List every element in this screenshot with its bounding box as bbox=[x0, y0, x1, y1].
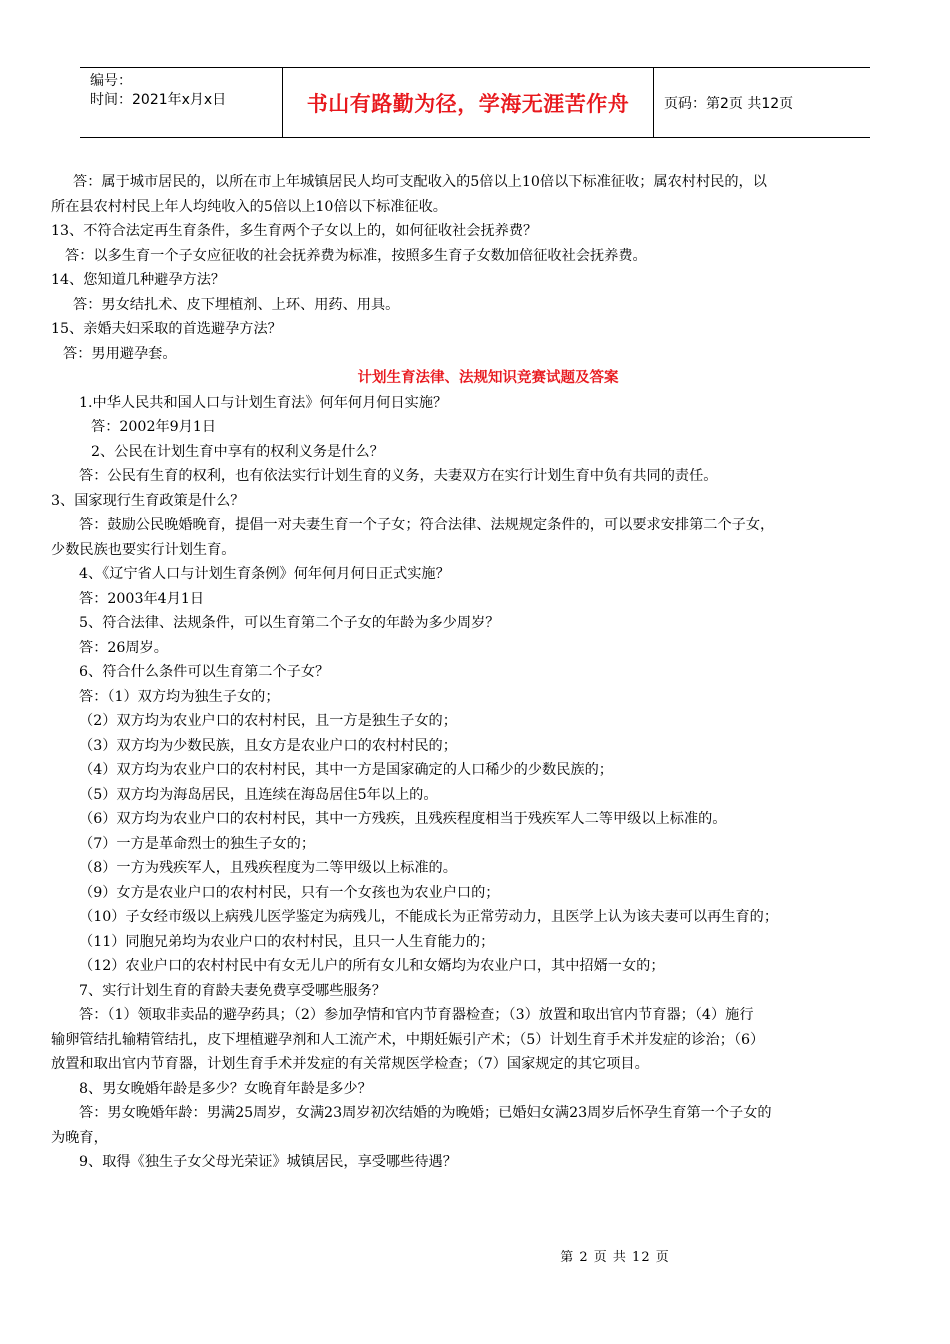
body-line: 答：鼓励公民晚婚晚育，提倡一对夫妻生育一个子女；符合法律、法规规定条件的，可以要求安排第二个子女， bbox=[79, 517, 775, 533]
document-body bbox=[51, 170, 911, 1175]
body-line: 答：2003年4月1日 bbox=[79, 590, 205, 607]
body-line: （4）双方均为农业户口的农村村民，其中一方是国家确定的人口稀少的少数民族的； bbox=[79, 762, 613, 778]
body-line: （2）双方均为农业户口的农村村民，且一方是独生子女的； bbox=[79, 713, 457, 729]
header-page-info: 页码：第2页 共12页 bbox=[664, 95, 794, 112]
body-line: 15、亲婚夫妇采取的首选避孕方法？ bbox=[51, 321, 282, 337]
body-line: 少数民族也要实行计划生育。 bbox=[51, 541, 236, 558]
body-line: 答：男女结扎术、皮下埋植剂、上环、用药、用具。 bbox=[73, 296, 400, 313]
body-line: （8）一方为残疾军人，且残疾程度为二等甲级以上标准的。 bbox=[79, 860, 457, 876]
body-line: 8、男女晚婚年龄是多少？女晚育年龄是多少？ bbox=[79, 1080, 372, 1097]
document-date: 时间：2021年x月x日 bbox=[90, 92, 227, 108]
body-line: 3、国家现行生育政策是什么？ bbox=[51, 492, 245, 509]
body-line: 4、《辽宁省人口与计划生育条例》何年何月何日正式实施？ bbox=[79, 566, 450, 582]
body-line: 答：属于城市居民的，以所在市上年城镇居民人均可支配收入的5倍以上10倍以下标准征收；属农村村民的，以 bbox=[73, 174, 767, 190]
body-line: （7）一方是革命烈士的独生子女的； bbox=[79, 835, 316, 852]
body-line: 答：男用避孕套。 bbox=[63, 345, 177, 362]
body-line: 7、实行计划生育的育龄夫妻免费享受哪些服务？ bbox=[79, 982, 386, 999]
body-line: （9）女方是农业户口的农村村民，只有一个女孩也为农业户口的； bbox=[79, 884, 500, 901]
body-line: （5）双方均为海岛居民，且连续在海岛居住5年以上的。 bbox=[79, 786, 438, 803]
body-line: 14、您知道几种避孕方法？ bbox=[51, 272, 226, 288]
body-line: 答：26周岁。 bbox=[79, 639, 168, 656]
body-line: 9、取得《独生子女父母光荣证》城镇居民，享受哪些待遇？ bbox=[79, 1154, 457, 1170]
body-line: （6）双方均为农业户口的农村村民，其中一方残疾，且残疾程度相当于残疾军人二等甲级以上标准的。 bbox=[79, 811, 727, 827]
document-number-label: 编号： bbox=[90, 73, 132, 89]
body-line: 答：（1）领取非卖品的避孕药具；（2）参加孕情和官内节育器检查；（3）放置和取出官内节育器；（4）施行 bbox=[79, 1007, 754, 1023]
section-title: 计划生育法律、法规知识竞赛试题及答案 bbox=[357, 369, 619, 386]
header-meta bbox=[80, 68, 283, 137]
page-header bbox=[80, 67, 870, 138]
body-line: 答：公民有生育的权利，也有依法实行计划生育的义务，夫妻双方在实行计划生育中负有共同的责任。 bbox=[79, 468, 718, 484]
header-motto: 书山有路勤为径，学海无涯苦作舟 bbox=[283, 68, 654, 137]
body-line: 所在县农村村民上年人均纯收入的5倍以上10倍以下标准征收。 bbox=[51, 198, 447, 215]
body-line: 答：2002年9月1日 bbox=[91, 419, 217, 435]
body-line: 答：（1）双方均为独生子女的； bbox=[79, 688, 280, 705]
body-line: 答：以多生育一个子女应征收的社会抚养费为标准，按照多生育子女数加倍征收社会抚养费。 bbox=[65, 247, 647, 264]
body-line: （10）子女经市级以上病残儿医学鉴定为病残儿，不能成长为正常劳动力，且医学上认为该夫妻可以再生育的； bbox=[79, 909, 779, 925]
body-line: 5、符合法律、法规条件，可以生育第二个子女的年龄为多少周岁？ bbox=[79, 615, 500, 631]
body-line: 13、不符合法定再生育条件，多生育两个子女以上的，如何征收社会抚养费？ bbox=[51, 223, 538, 239]
body-line: 答：男女晚婚年龄：男满25周岁，女满23周岁初次结婚的为晚婚；已婚妇女满23周岁后怀孕生育第一个子女的 bbox=[79, 1105, 772, 1121]
body-line: 6、符合什么条件可以生育第二个子女？ bbox=[79, 664, 330, 680]
body-line: 1.中华人民共和国人口与计划生育法》何年何月何日实施？ bbox=[79, 394, 448, 411]
body-line: 2、公民在计划生育中享有的权利义务是什么？ bbox=[91, 443, 384, 460]
body-line: （3）双方均为少数民族，且女方是农业户口的农村村民的； bbox=[79, 737, 457, 754]
body-line: 输卵管结扎输精管结扎，皮下埋植避孕剂和人工流产术，中期妊娠引产术；（5）计划生育手术并发症的诊治；（6） bbox=[51, 1031, 765, 1048]
page-footer: 第 2 页 共 12 页 bbox=[560, 1250, 670, 1265]
body-line: 为晚育， bbox=[51, 1129, 108, 1146]
body-line: （12）农业户口的农村村民中有女无儿户的所有女儿和女婿均为农业户口，其中招婿一女的； bbox=[79, 958, 665, 974]
body-line: 放置和取出官内节育器，计划生育手术并发症的有关常规医学检查；（7）国家规定的其它项目。 bbox=[51, 1056, 649, 1072]
body-line: （11）同胞兄弟均为农业户口的农村村民，且只一人生育能力的； bbox=[79, 933, 495, 950]
